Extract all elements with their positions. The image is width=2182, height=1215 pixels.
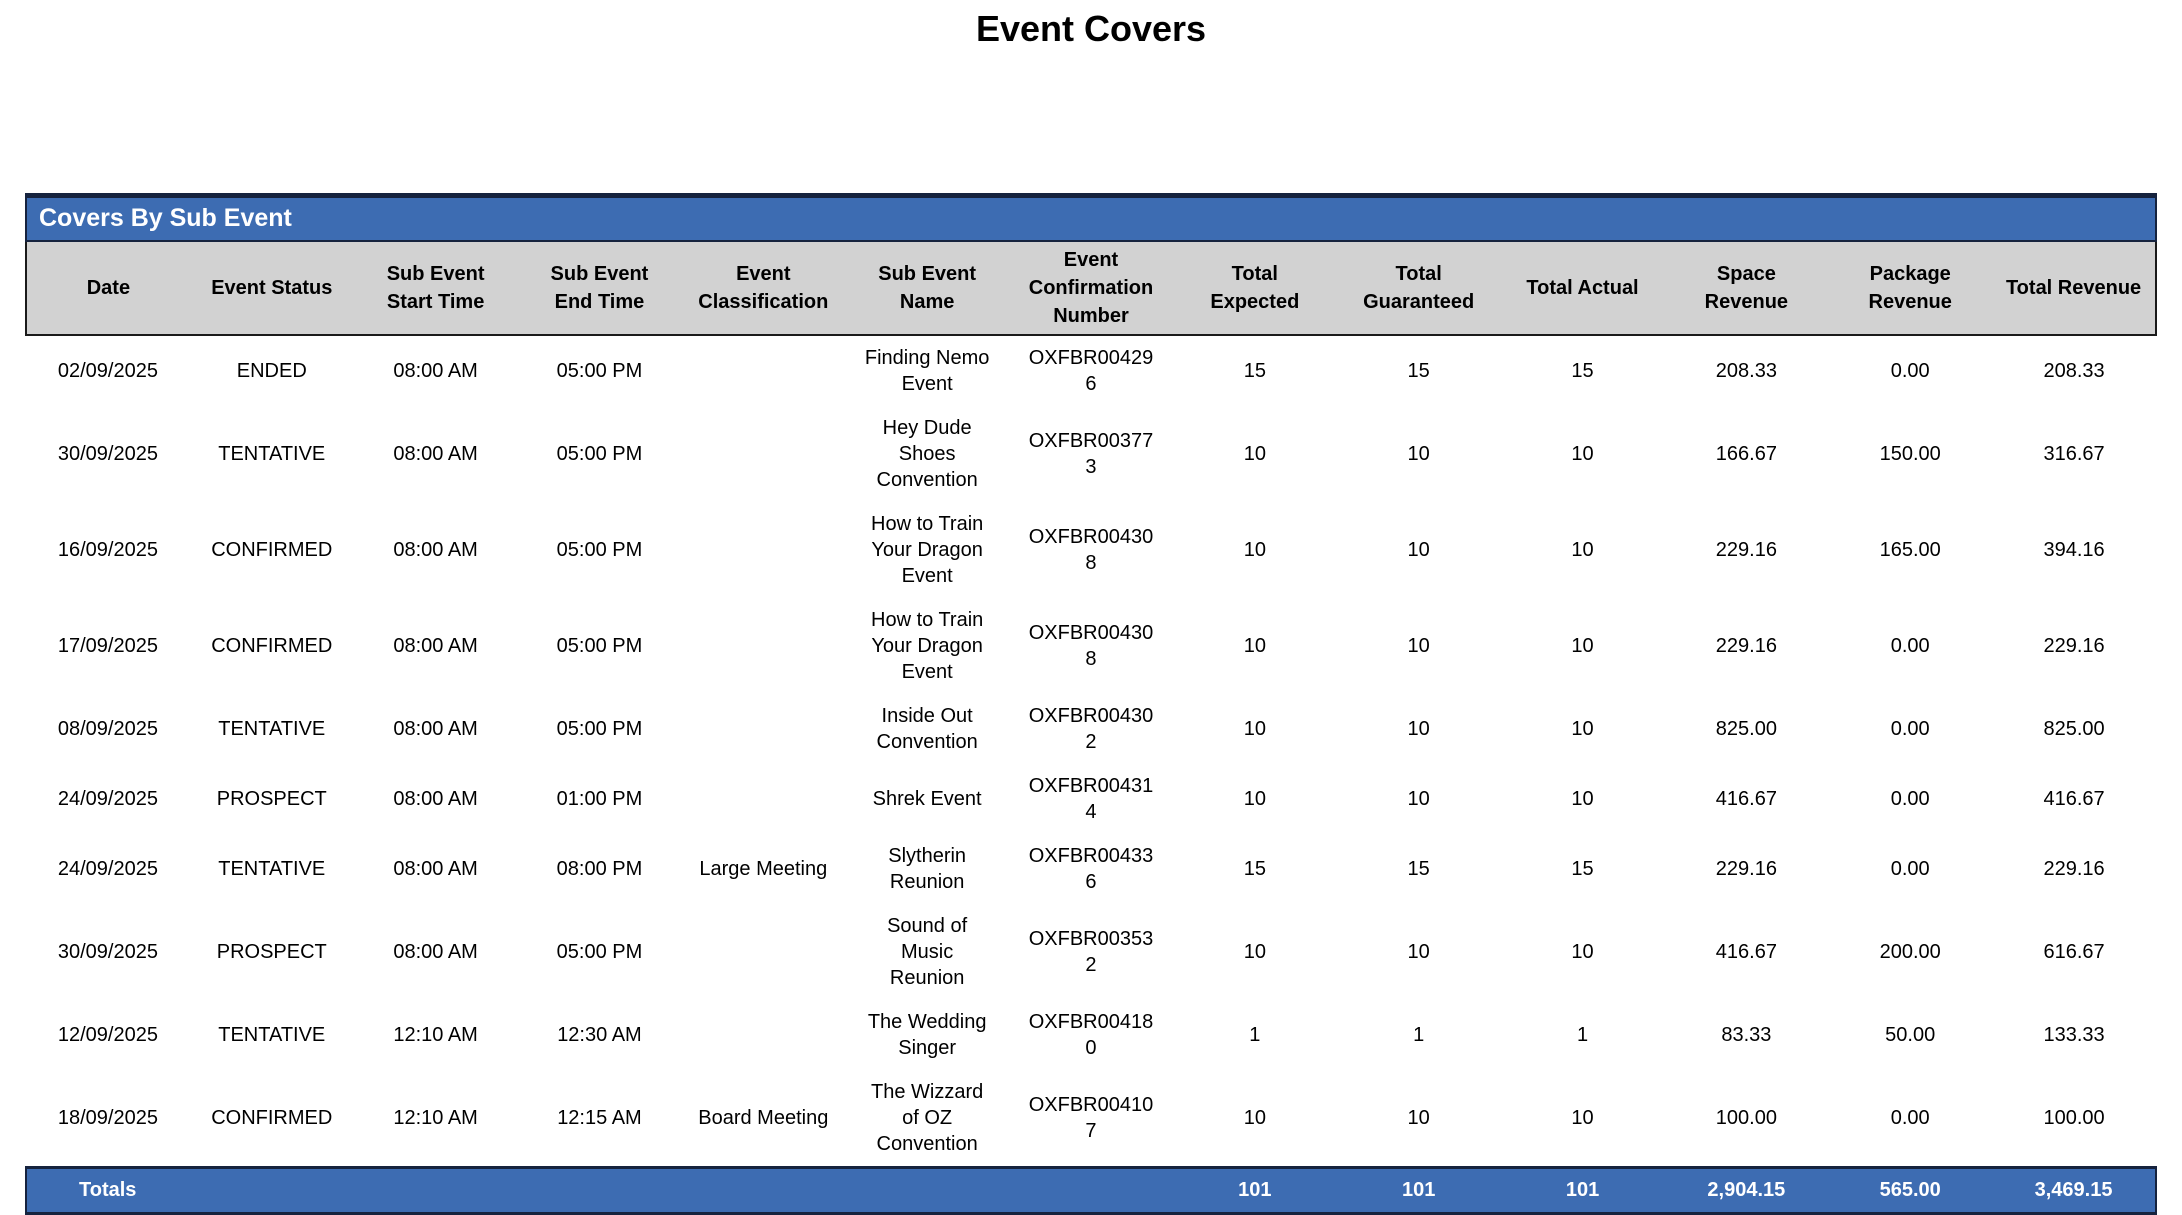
totals-total-guaranteed: 101 <box>1337 1168 1501 1214</box>
totals-total-expected: 101 <box>1173 1168 1337 1214</box>
cell-total-guaranteed: 1 <box>1337 1000 1501 1070</box>
cell-sub-event-start-time: 08:00 AM <box>354 406 518 502</box>
cell-sub-event-end-time: 05:00 PM <box>518 694 682 764</box>
cell-total-guaranteed: 10 <box>1337 406 1501 502</box>
cell-total-revenue: 208.33 <box>1992 335 2156 406</box>
cell-total-guaranteed: 10 <box>1337 694 1501 764</box>
cell-total-actual: 10 <box>1501 406 1665 502</box>
cell-sub-event-end-time: 05:00 PM <box>518 502 682 598</box>
cell-space-revenue: 83.33 <box>1664 1000 1828 1070</box>
cell-total-expected: 10 <box>1173 406 1337 502</box>
cell-date: 24/09/2025 <box>26 764 190 834</box>
column-header-date: Date <box>26 242 190 335</box>
cell-total-revenue: 316.67 <box>1992 406 2156 502</box>
cell-sub-event-end-time: 05:00 PM <box>518 904 682 1000</box>
cell-sub-event-name: Shrek Event <box>845 764 1009 834</box>
cell-event-classification <box>681 1000 845 1070</box>
cell-total-guaranteed: 10 <box>1337 904 1501 1000</box>
cell-event-confirmation-number: OXFBR004302 <box>1009 694 1173 764</box>
totals-total-revenue: 3,469.15 <box>1992 1168 2156 1214</box>
cell-sub-event-end-time: 05:00 PM <box>518 406 682 502</box>
cell-space-revenue: 166.67 <box>1664 406 1828 502</box>
cell-event-status: TENTATIVE <box>190 1000 354 1070</box>
cell-package-revenue: 0.00 <box>1828 694 1992 764</box>
cell-sub-event-name: The Wedding Singer <box>845 1000 1009 1070</box>
cell-event-classification <box>681 764 845 834</box>
cell-date: 17/09/2025 <box>26 598 190 694</box>
column-header-total-actual: Total Actual <box>1501 242 1665 335</box>
cell-date: 30/09/2025 <box>26 406 190 502</box>
cell-total-revenue: 229.16 <box>1992 598 2156 694</box>
cell-space-revenue: 229.16 <box>1664 502 1828 598</box>
totals-label: Totals <box>26 1168 190 1214</box>
cell-total-actual: 15 <box>1501 834 1665 904</box>
column-header-event-confirmation-number: Event Confirmation Number <box>1009 242 1173 335</box>
cell-sub-event-name: Inside Out Convention <box>845 694 1009 764</box>
cell-sub-event-name: Sound of Music Reunion <box>845 904 1009 1000</box>
column-header-package-revenue: Package Revenue <box>1828 242 1992 335</box>
cell-total-expected: 15 <box>1173 335 1337 406</box>
cell-total-actual: 10 <box>1501 694 1665 764</box>
cell-date: 24/09/2025 <box>26 834 190 904</box>
cell-total-guaranteed: 10 <box>1337 502 1501 598</box>
cell-sub-event-start-time: 12:10 AM <box>354 1000 518 1070</box>
cell-event-status: TENTATIVE <box>190 694 354 764</box>
table-row <box>26 598 2156 694</box>
cell-event-classification <box>681 406 845 502</box>
cell-sub-event-name: The Wizzard of OZ Convention <box>845 1070 1009 1168</box>
cell-sub-event-end-time: 05:00 PM <box>518 598 682 694</box>
cell-event-status: CONFIRMED <box>190 502 354 598</box>
cell-date: 08/09/2025 <box>26 694 190 764</box>
cell-total-expected: 10 <box>1173 598 1337 694</box>
totals-total-actual: 101 <box>1501 1168 1665 1214</box>
cell-total-guaranteed: 10 <box>1337 1070 1501 1168</box>
table-row <box>26 335 2156 406</box>
cell-event-classification <box>681 502 845 598</box>
cell-package-revenue: 0.00 <box>1828 834 1992 904</box>
cell-package-revenue: 0.00 <box>1828 335 1992 406</box>
table-header <box>26 242 2156 335</box>
cell-total-expected: 10 <box>1173 694 1337 764</box>
cell-sub-event-start-time: 08:00 AM <box>354 694 518 764</box>
covers-by-sub-event-report <box>25 193 2157 1215</box>
column-header-sub-event-end-time: Sub Event End Time <box>518 242 682 335</box>
cell-date: 30/09/2025 <box>26 904 190 1000</box>
totals-row <box>26 1168 2156 1214</box>
totals-space-revenue: 2,904.15 <box>1664 1168 1828 1214</box>
cell-space-revenue: 208.33 <box>1664 335 1828 406</box>
cell-total-revenue: 100.00 <box>1992 1070 2156 1168</box>
totals-package-revenue: 565.00 <box>1828 1168 1992 1214</box>
table-row <box>26 406 2156 502</box>
table-row <box>26 694 2156 764</box>
cell-event-status: CONFIRMED <box>190 598 354 694</box>
cell-space-revenue: 416.67 <box>1664 764 1828 834</box>
table-row <box>26 1070 2156 1168</box>
column-header-event-status: Event Status <box>190 242 354 335</box>
cell-event-confirmation-number: OXFBR003773 <box>1009 406 1173 502</box>
cell-sub-event-end-time: 01:00 PM <box>518 764 682 834</box>
cell-sub-event-end-time: 05:00 PM <box>518 335 682 406</box>
cell-event-classification <box>681 598 845 694</box>
totals-event-confirmation-number <box>1009 1168 1173 1214</box>
totals-event-status <box>190 1168 354 1214</box>
cell-total-guaranteed: 15 <box>1337 335 1501 406</box>
cell-event-classification: Board Meeting <box>681 1070 845 1168</box>
column-header-total-revenue: Total Revenue <box>1992 242 2156 335</box>
cell-total-expected: 15 <box>1173 834 1337 904</box>
cell-total-actual: 15 <box>1501 335 1665 406</box>
table-row <box>26 764 2156 834</box>
cell-sub-event-end-time: 12:15 AM <box>518 1070 682 1168</box>
cell-sub-event-end-time: 08:00 PM <box>518 834 682 904</box>
cell-event-confirmation-number: OXFBR004336 <box>1009 834 1173 904</box>
cell-total-actual: 1 <box>1501 1000 1665 1070</box>
cell-event-confirmation-number: OXFBR004107 <box>1009 1070 1173 1168</box>
cell-date: 16/09/2025 <box>26 502 190 598</box>
cell-event-confirmation-number: OXFBR004308 <box>1009 502 1173 598</box>
cell-sub-event-name: How to Train Your Dragon Event <box>845 502 1009 598</box>
totals-event-classification <box>681 1168 845 1214</box>
cell-total-actual: 10 <box>1501 1070 1665 1168</box>
cell-event-confirmation-number: OXFBR004180 <box>1009 1000 1173 1070</box>
cell-package-revenue: 0.00 <box>1828 764 1992 834</box>
cell-space-revenue: 825.00 <box>1664 694 1828 764</box>
cell-event-status: ENDED <box>190 335 354 406</box>
cell-event-confirmation-number: OXFBR004308 <box>1009 598 1173 694</box>
cell-event-classification <box>681 335 845 406</box>
cell-total-actual: 10 <box>1501 502 1665 598</box>
cell-total-revenue: 825.00 <box>1992 694 2156 764</box>
column-header-space-revenue: Space Revenue <box>1664 242 1828 335</box>
cell-total-guaranteed: 10 <box>1337 764 1501 834</box>
cell-event-confirmation-number: OXFBR004296 <box>1009 335 1173 406</box>
totals-sub-event-name <box>845 1168 1009 1214</box>
cell-sub-event-start-time: 08:00 AM <box>354 598 518 694</box>
section-header <box>25 193 2157 242</box>
cell-space-revenue: 100.00 <box>1664 1070 1828 1168</box>
cell-total-revenue: 229.16 <box>1992 834 2156 904</box>
table-row <box>26 1000 2156 1070</box>
cell-total-expected: 1 <box>1173 1000 1337 1070</box>
cell-event-status: TENTATIVE <box>190 834 354 904</box>
cell-event-classification <box>681 904 845 1000</box>
cell-total-guaranteed: 10 <box>1337 598 1501 694</box>
table-row <box>26 904 2156 1000</box>
cell-total-expected: 10 <box>1173 502 1337 598</box>
covers-table <box>25 242 2157 1215</box>
cell-total-expected: 10 <box>1173 1070 1337 1168</box>
cell-event-status: CONFIRMED <box>190 1070 354 1168</box>
cell-package-revenue: 165.00 <box>1828 502 1992 598</box>
table-row <box>26 502 2156 598</box>
cell-total-revenue: 616.67 <box>1992 904 2156 1000</box>
cell-date: 02/09/2025 <box>26 335 190 406</box>
cell-event-status: PROSPECT <box>190 764 354 834</box>
cell-package-revenue: 200.00 <box>1828 904 1992 1000</box>
column-header-event-classification: Event Classification <box>681 242 845 335</box>
cell-sub-event-start-time: 08:00 AM <box>354 502 518 598</box>
totals-sub-event-end-time <box>518 1168 682 1214</box>
cell-sub-event-start-time: 08:00 AM <box>354 834 518 904</box>
cell-event-status: PROSPECT <box>190 904 354 1000</box>
column-header-total-expected: Total Expected <box>1173 242 1337 335</box>
column-header-sub-event-name: Sub Event Name <box>845 242 1009 335</box>
cell-sub-event-name: Slytherin Reunion <box>845 834 1009 904</box>
table-header-row <box>26 242 2156 335</box>
cell-total-actual: 10 <box>1501 764 1665 834</box>
cell-event-classification <box>681 694 845 764</box>
cell-total-guaranteed: 15 <box>1337 834 1501 904</box>
cell-sub-event-start-time: 08:00 AM <box>354 904 518 1000</box>
cell-sub-event-name: Hey Dude Shoes Convention <box>845 406 1009 502</box>
cell-sub-event-end-time: 12:30 AM <box>518 1000 682 1070</box>
cell-date: 18/09/2025 <box>26 1070 190 1168</box>
cell-space-revenue: 416.67 <box>1664 904 1828 1000</box>
cell-event-classification: Large Meeting <box>681 834 845 904</box>
cell-event-status: TENTATIVE <box>190 406 354 502</box>
cell-sub-event-name: How to Train Your Dragon Event <box>845 598 1009 694</box>
cell-sub-event-start-time: 08:00 AM <box>354 764 518 834</box>
cell-space-revenue: 229.16 <box>1664 598 1828 694</box>
cell-package-revenue: 150.00 <box>1828 406 1992 502</box>
cell-event-confirmation-number: OXFBR003532 <box>1009 904 1173 1000</box>
cell-package-revenue: 50.00 <box>1828 1000 1992 1070</box>
cell-total-actual: 10 <box>1501 598 1665 694</box>
cell-total-expected: 10 <box>1173 764 1337 834</box>
cell-total-actual: 10 <box>1501 904 1665 1000</box>
cell-space-revenue: 229.16 <box>1664 834 1828 904</box>
table-row <box>26 834 2156 904</box>
totals-sub-event-start-time <box>354 1168 518 1214</box>
column-header-total-guaranteed: Total Guaranteed <box>1337 242 1501 335</box>
page-title: Event Covers <box>975 8 1207 49</box>
cell-total-revenue: 416.67 <box>1992 764 2156 834</box>
column-header-sub-event-start-time: Sub Event Start Time <box>354 242 518 335</box>
cell-sub-event-start-time: 12:10 AM <box>354 1070 518 1168</box>
cell-total-revenue: 133.33 <box>1992 1000 2156 1070</box>
table-body <box>26 335 2156 1214</box>
cell-sub-event-start-time: 08:00 AM <box>354 335 518 406</box>
cell-date: 12/09/2025 <box>26 1000 190 1070</box>
cell-total-revenue: 394.16 <box>1992 502 2156 598</box>
cell-event-confirmation-number: OXFBR004314 <box>1009 764 1173 834</box>
cell-sub-event-name: Finding Nemo Event <box>845 335 1009 406</box>
cell-package-revenue: 0.00 <box>1828 598 1992 694</box>
cell-package-revenue: 0.00 <box>1828 1070 1992 1168</box>
cell-total-expected: 10 <box>1173 904 1337 1000</box>
section-title: Covers By Sub Event <box>39 204 292 232</box>
